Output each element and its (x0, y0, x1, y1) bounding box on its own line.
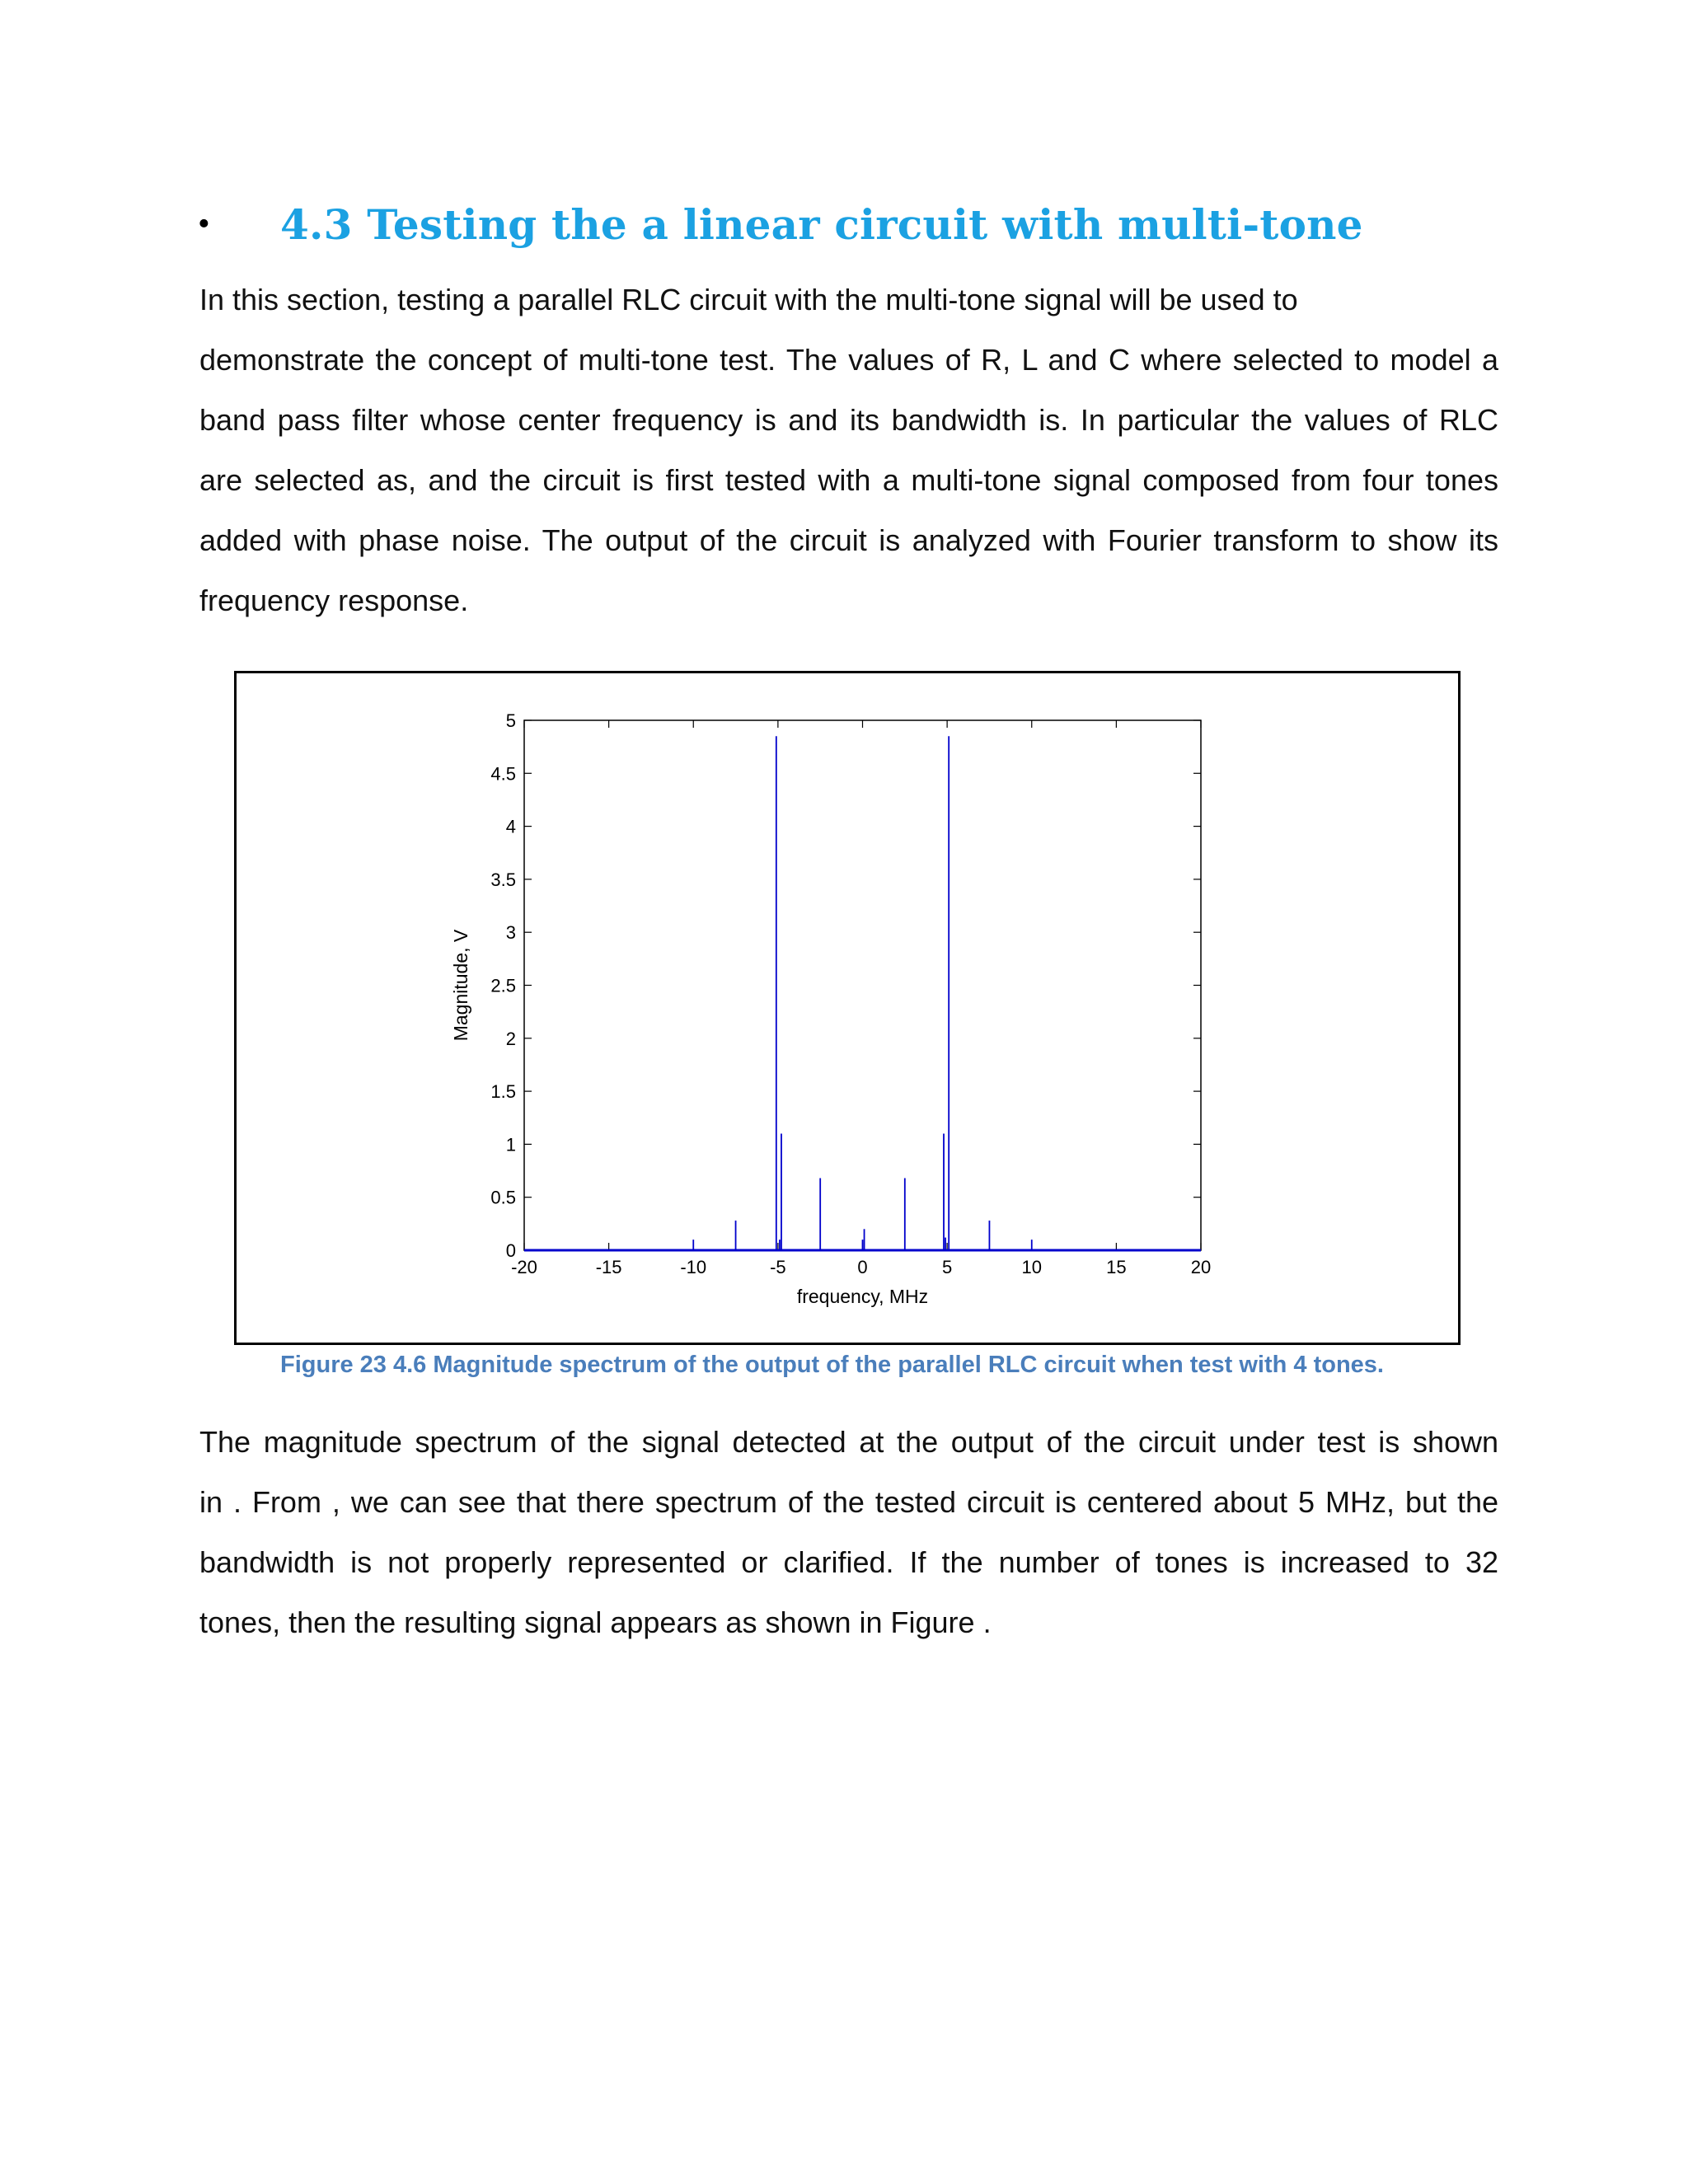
y-tick-label: 5 (505, 710, 516, 731)
paragraph-line: demonstrate the concept of multi-tone test. The values of R, L and C where selected to model a (199, 343, 1498, 377)
paragraph-line: tones, then the resulting signal appears as shown in Figure . (199, 1605, 992, 1639)
paragraph-line: The magnitude spectrum of the signal detected at the output of the circuit under test is shown (199, 1425, 1498, 1459)
heading-bullet: • (198, 205, 210, 243)
y-tick-label: 0.5 (490, 1187, 516, 1208)
result-paragraph (199, 1412, 1498, 1652)
y-tick-label: 4 (505, 816, 516, 837)
x-tick-label: -5 (770, 1257, 786, 1277)
x-tick-label: 5 (942, 1257, 953, 1277)
x-tick-label: 15 (1106, 1257, 1127, 1277)
section-heading (198, 191, 1599, 257)
y-tick-label: 0 (505, 1240, 516, 1261)
paragraph-line: are selected as, and the circuit is first tested with a multi-tone signal composed from four tones (199, 463, 1498, 497)
y-tick-label: 1.5 (490, 1081, 516, 1103)
x-tick-label: 20 (1190, 1257, 1212, 1277)
plot-area-frame (524, 720, 1201, 1250)
paragraph-line: In this section, testing a parallel RLC circuit with the multi-tone signal will be used to (199, 283, 1298, 316)
x-axis-label: frequency, MHz (796, 1286, 929, 1307)
y-tick-label: 4.5 (490, 763, 516, 785)
y-tick-label: 2 (505, 1028, 516, 1049)
paragraph-line: bandwidth is not properly represented or clarified. If the number of tones is increased to 32 (199, 1545, 1498, 1579)
y-tick-label: 2.5 (490, 975, 516, 996)
y-tick-label: 3 (505, 922, 516, 944)
x-tick-label: -20 (511, 1257, 537, 1277)
intro-paragraph (199, 269, 1498, 630)
x-tick-label: -10 (680, 1257, 707, 1277)
heading-title: 4.3 Testing the a linear circuit with multi-tone (280, 199, 1363, 249)
y-tick-label: 1 (505, 1134, 516, 1155)
figure-frame (234, 671, 1461, 1345)
figure-caption: Figure 23 4.6 Magnitude spectrum of the output of the parallel RLC circuit when test with 4 tones. (280, 1352, 1384, 1378)
paragraph-line: band pass filter whose center frequency is and its bandwidth is. In particular the values of RLC (199, 403, 1498, 437)
x-tick-label: -15 (595, 1257, 622, 1277)
paragraph-line: in . From , we can see that there spectrum of the tested circuit is centered about 5 MHz, but the (199, 1485, 1498, 1519)
x-tick-label: 10 (1021, 1257, 1042, 1277)
paragraph-line: frequency response. (199, 583, 469, 617)
y-axis-label: Magnitude, V (450, 929, 471, 1042)
magnitude-spectrum-chart (237, 673, 1458, 1343)
paragraph-line: added with phase noise. The output of the circuit is analyzed with Fourier transform to show its (199, 523, 1498, 557)
y-tick-label: 3.5 (490, 869, 516, 890)
x-tick-label: 0 (857, 1257, 868, 1277)
